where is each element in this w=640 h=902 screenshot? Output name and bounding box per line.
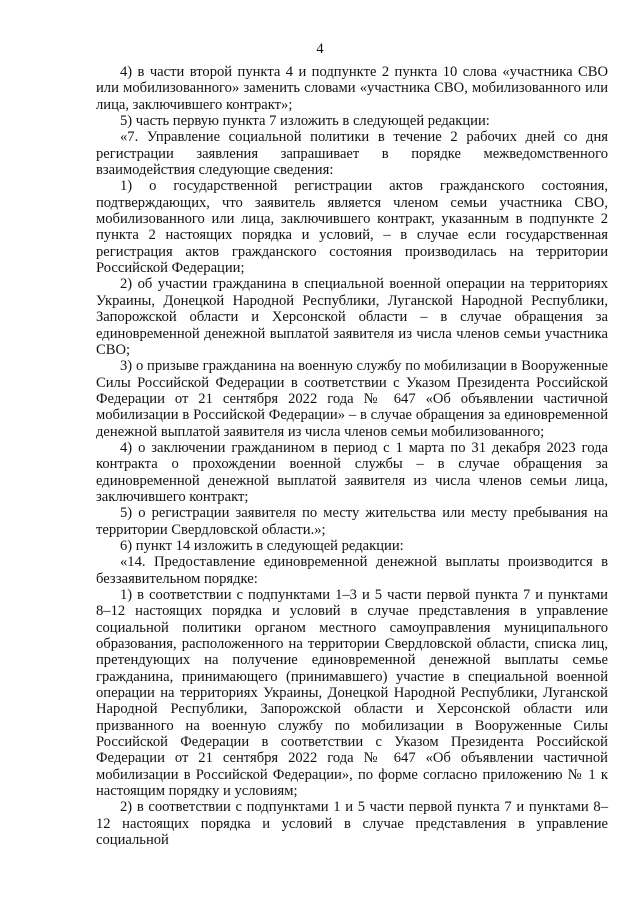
document-body [96,64,608,849]
paragraph-item-4-amendment: 4) в части второй пункта 4 и подпункте 2 пункта 10 слова «участника СВО или мобилизованного» заменить словами «участника СВО, мобилизованного или лица, заключившего контракт»; [96,64,608,113]
paragraph-clause-14: «14. Предоставление единовременной денежной выплаты производится в беззаявительном порядке: [96,554,608,587]
paragraph-clause-14-sub-2: 2) в соответствии с подпунктами 1 и 5 части первой пункта 7 и пунктами 8–12 настоящих порядка и условий в случае представления в управление социальной [96,799,608,849]
paragraph-clause-7: «7. Управление социальной политики в течение 2 рабочих дней со дня регистрации заявления запрашивает в порядке межведомственного взаимодействия следующие сведения: [96,129,608,179]
page-number: 4 [316,41,324,57]
paragraph-subclause-3: 3) о призыве гражданина на военную службу по мобилизации в Вооруженные Силы Российской Федерации в соответствии с Указом Президента Российской Федерации от 21 сентября 2022 года № 647 «Об объявлении частичной мобилизации в Российской Федерации» – в случае обращения за единовременной денежной выплатой заявителя из числа членов семьи мобилизованного; [96,358,608,440]
paragraph-clause-14-sub-1: 1) в соответствии с подпунктами 1–3 и 5 части первой пункта 7 и пунктами 8–12 настоящих порядка и условий в случае представления в управление социальной политики органом местного самоуправления муниципального образования, расположенного на территории Свердловской области, списка лиц, претендующих на получение единовременной денежной выплаты семье гражданина, принимающего (принимавшего) участие в специальной военной операции на территориях Украины, Донецкой Народной Республики, Луганской Народной Республики, Запорожской области и Херсонской области или призванного на военную службу по мобилизации в Вооруженные Силы Российской Федерации в соответствии с Указом Президента Российской Федерации от 21 сентября 2022 года № 647 «Об объявлении частичной мобилизации в Российской Федерации», по форме согласно приложению № 1 к настоящим порядку и условиям; [96,587,608,800]
paragraph-item-6-amendment: 6) пункт 14 изложить в следующей редакции: [120,537,404,554]
paragraph-subclause-5: 5) о регистрации заявителя по месту жительства или месту пребывания на территории Свердловской области.»; [96,505,608,538]
paragraph-subclause-2: 2) об участии гражданина в специальной военной операции на территориях Украины, Донецкой Народной Республики, Луганской Народной Республики, Запорожской области и Херсонской области – в случае обращения за единовременной денежной выплатой заявителя из числа членов семьи участника СВО; [96,276,608,358]
paragraph-subclause-1: 1) о государственной регистрации актов гражданского состояния, подтверждающих, что заявитель является членом семьи участника СВО, мобилизованного или лица, заключившего контракт, указанным в подпункте 2 пункта 2 настоящих порядка и условий, – в случае если государственная регистрация актов гражданского состояния производилась на территории Российской Федерации; [96,178,608,277]
paragraph-subclause-4: 4) о заключении гражданином в период с 1 марта по 31 декабря 2023 года контракта о прохождении военной службы – в случае обращения за единовременной денежной выплатой заявителя из числа членов семьи лица, заключившего контракт; [96,439,608,505]
paragraph-item-5-amendment: 5) часть первую пункта 7 изложить в следующей редакции: [120,113,490,130]
